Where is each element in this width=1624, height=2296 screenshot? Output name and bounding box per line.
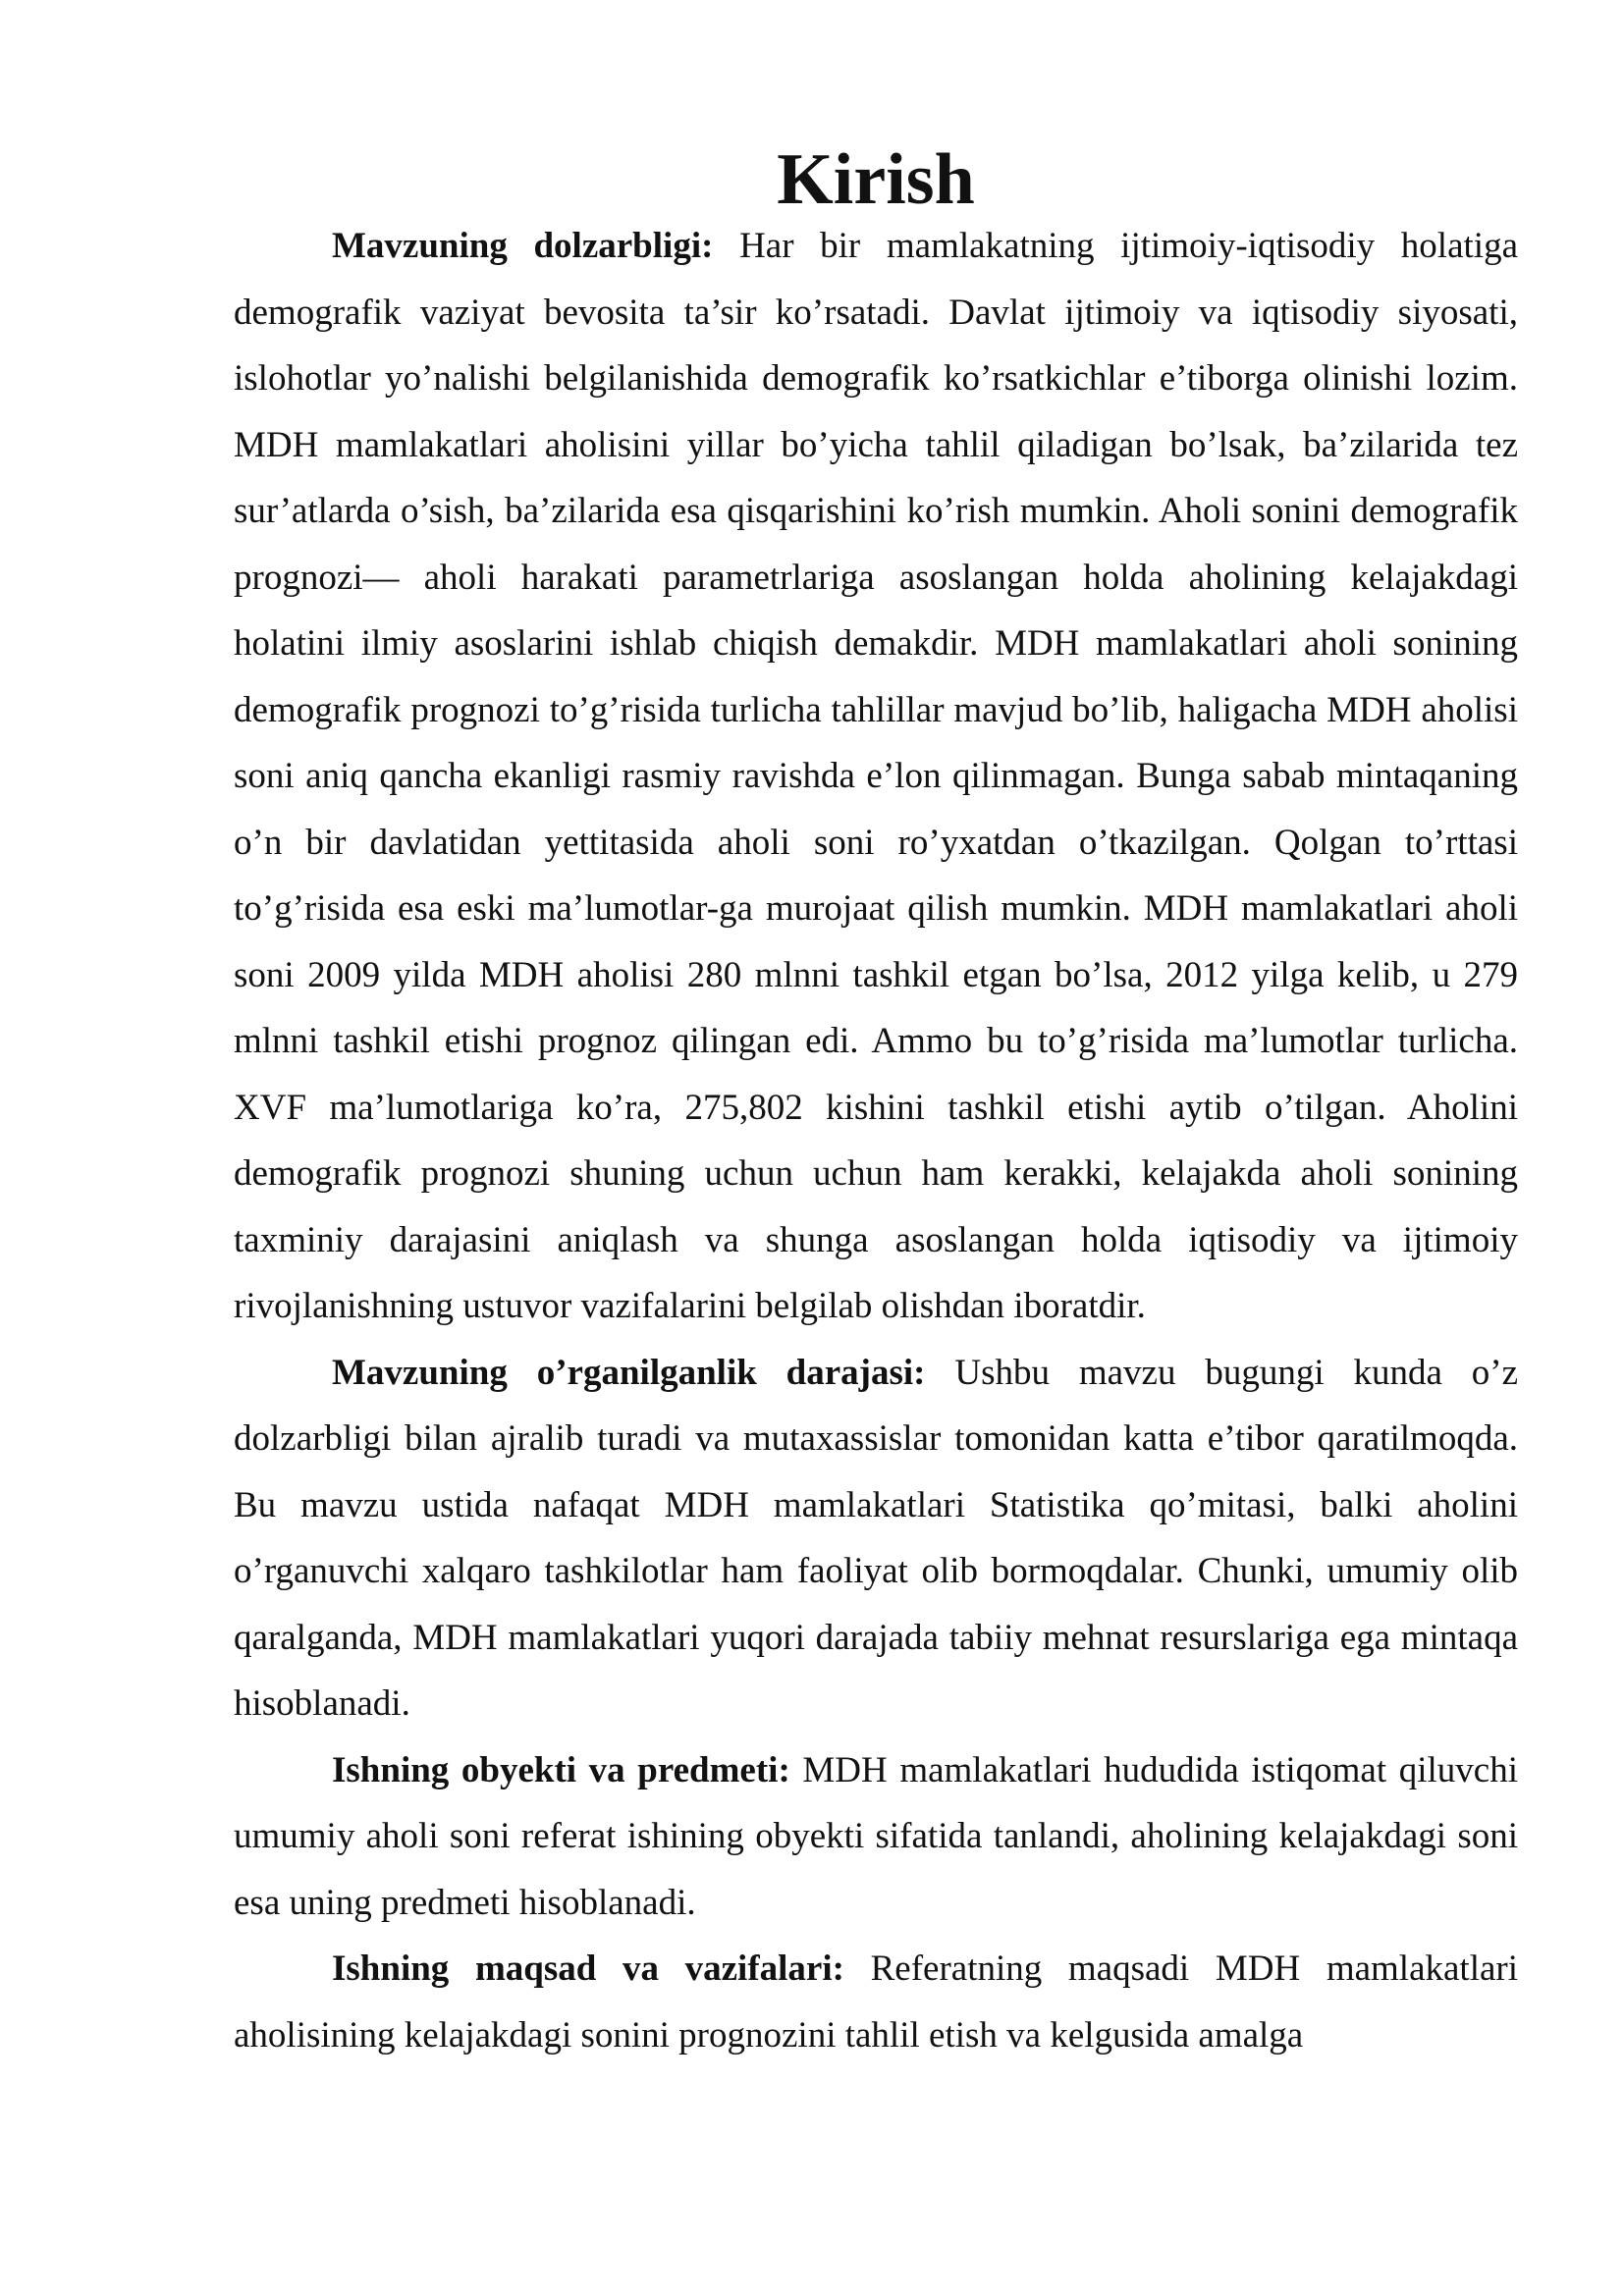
- page-title: Kirish: [777, 139, 975, 220]
- paragraph-goals-tasks: [234, 1936, 1518, 2068]
- section-text-goals-tasks: Referatning maqsadi MDH mamlakatlari aholisining kelajakdagi sonini prognozini tahlil etish va kelgusida amalga: [234, 1949, 1519, 2056]
- section-heading-study-level: Mavzuning o’rganilganlik darajasi:: [332, 1352, 926, 1393]
- paragraph-object-subject: [234, 1737, 1518, 1937]
- section-text-relevance: Har bir mamlakatning ijtimoiy-iqtisodiy holatiga demografik vaziyat bevosita ta’sir ko’rsatadi. Davlat ijtimoiy va iqtisodiy siyosati, islohotlar yo’nalishi belgilanishida demografik ko’rsatkichlar e’tiborga olinishi lozim. MDH mamlakatlari aholisini yillar bo’yicha tahlil qiladigan bo’lsak, ba’zilarida tez sur’atlarda o’sish, ba’zilarida esa qisqarishini ko’rish mumkin. Aholi sonini demografik prognozi— aholi harakati parametrlariga asoslangan holda aholining kelajakdagi holatini ilmiy asoslarini ishlab chiqish demakdir. MDH mamlakatlari aholi sonining demografik prognozi to’g’risida turlicha tahlillar mavjud bo’lib, haligacha MDH aholisi soni aniq qancha ekanligi rasmiy ravishda e’lon qilinmagan. Bunga sabab mintaqaning o’n bir davlatidan yettitasida aholi soni ro’yxatdan o’tkazilgan. Qolgan to’rttasi to’g’risida esa eski ma’lumotlar-ga murojaat qilish mumkin. MDH mamlakatlari aholi soni 2009 yilda MDH aholisi 280 mlnni tashkil etgan bo’lsa, 2012 yilga kelib, u 279 mlnni tashkil etishi prognoz qilingan edi. Ammo bu to’g’risida ma’lumotlar turlicha. XVF ma’lumotlariga ko’ra, 275,802 kishini tashkil etishi aytib o’tilgan. Aholini demografik prognozi shuning uchun uchun ham kerakki, kelajakda aholi sonining taxminiy darajasini aniqlash va shunga asoslangan holda iqtisodiy va ijtimoiy rivojlanishning ustuvor vazifalarini belgilab olishdan iboratdir.: [234, 226, 1518, 1326]
- section-text-object-subject: MDH mamlakatlari hududida istiqomat qiluvchi umumiy aholi soni referat ishining obyekti sifatida tanlandi, aholining kelajakdagi soni esa uning predmeti hisoblanadi.: [234, 1749, 1518, 1923]
- section-text-study-level: Ushbu mavzu bugungi kunda o’z dolzarbligi bilan ajralib turadi va mutaxassislar tomonidan katta e’tibor qaratilmoqda. Bu mavzu ustida nafaqat MDH mamlakatlari Statistika qo’mitasi, balki aholini o’rganuvchi xalqaro tashkilotlar ham faoliyat olib bormoqdalar. Chunki, umumiy olib qaralganda, MDH mamlakatlari yuqori darajada tabiiy mehnat resurslariga ega mintaqa hisoblanadi.: [234, 1352, 1518, 1724]
- document-body: [234, 139, 1519, 2068]
- paragraph-relevance: [234, 213, 1518, 1340]
- section-heading-relevance: Mavzuning dolzarbligi:: [332, 226, 714, 266]
- section-heading-goals-tasks: Ishning maqsad va vazifalari:: [332, 1949, 844, 1989]
- section-heading-object-subject: Ishning obyekti va predmeti:: [332, 1749, 790, 1790]
- paragraph-study-level: [234, 1340, 1518, 1737]
